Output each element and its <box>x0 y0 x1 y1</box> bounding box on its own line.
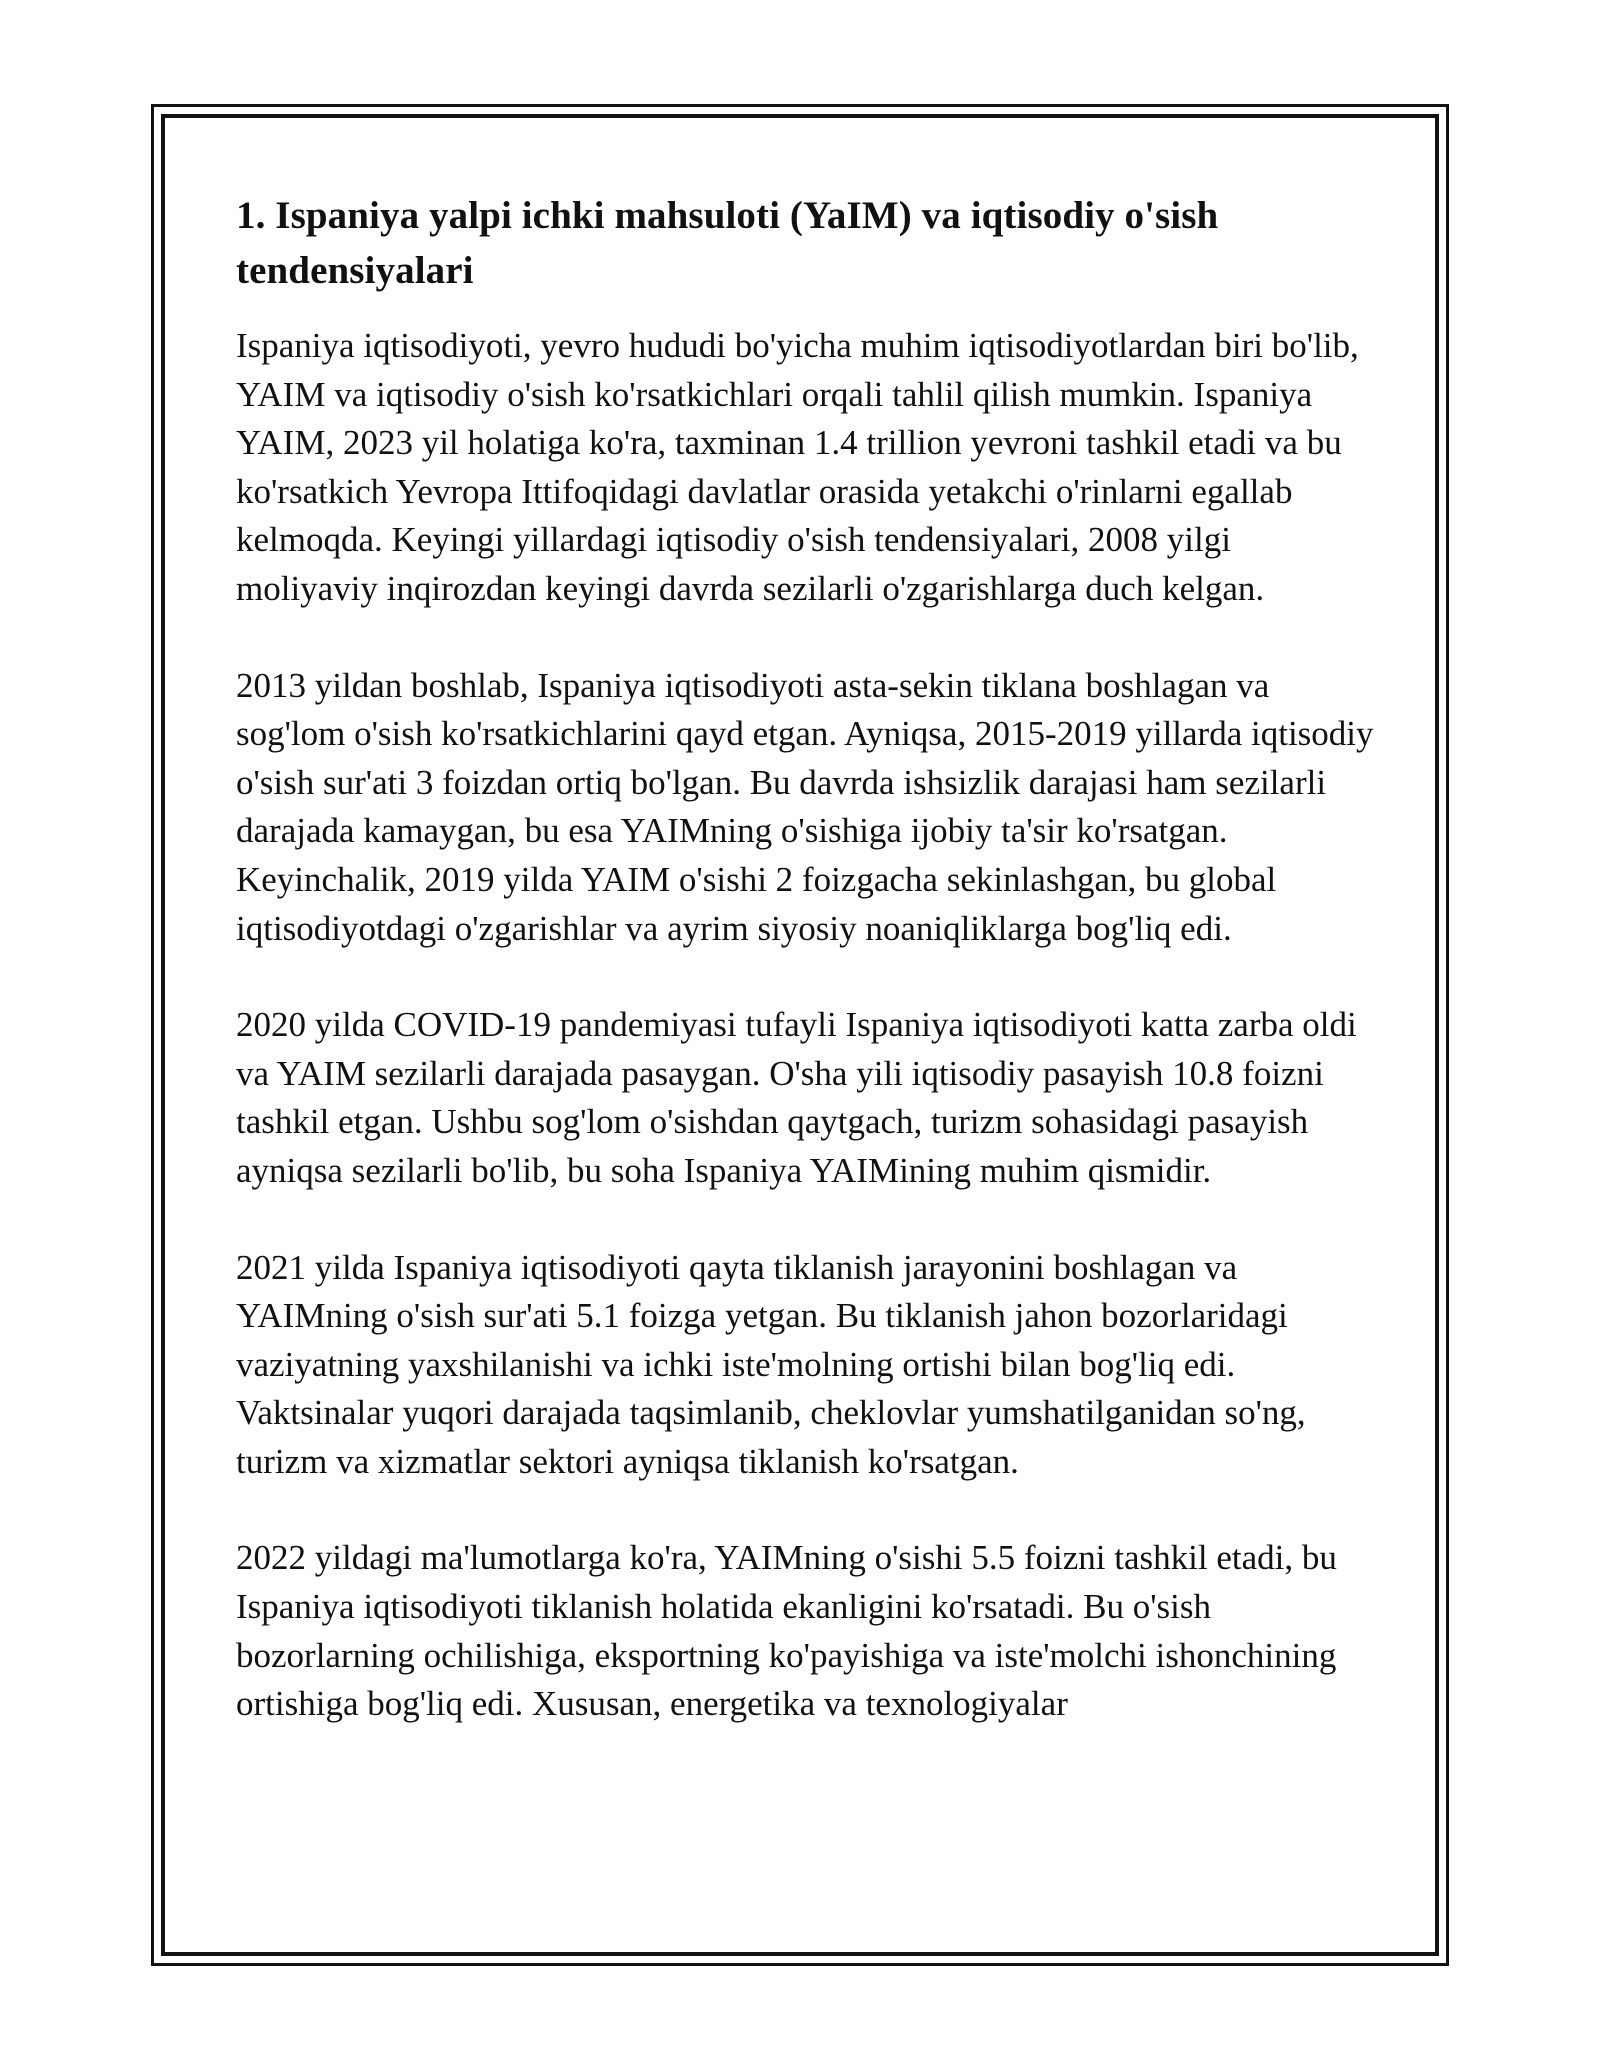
paragraph-growth-2022: 2022 yildagi ma'lumotlarga ko'ra, YAIMning o'sishi 5.5 foizni tashkil etadi, bu Ispaniya iqtisodiyoti tiklanish holatida ekanligini ko'rsatadi. Bu o'sish bozorlarning ochilishiga, eksportning ko'payishiga va iste'molchi ishonchining ortishiga bog'liq edi. Xususan, energetika va texnologiyalar <box>236 1538 1337 1724</box>
section-heading: 1. Ispaniya yalpi ichki mahsuloti (YaIM) va iqtisodiy o'sish tendensiyalari <box>236 194 1219 292</box>
document-content <box>236 188 1376 1777</box>
paragraph-recovery-2021: 2021 yilda Ispaniya iqtisodiyoti qayta tiklanish jarayonini boshlagan va YAIMning o'sish sur'ati 5.1 foizga yetgan. Bu tiklanish jahon bozorlaridagi vaziyatning yaxshilanishi va ichki iste'molning ortishi bilan bog'liq edi. Vaktsinalar yuqori darajada taqsimlanib, cheklovlar yumshatilganidan so'ng, turizm va xizmatlar sektori ayniqsa tiklanish ko'rsatgan. <box>236 1247 1306 1481</box>
paragraph-covid-2020: 2020 yilda COVID-19 pandemiyasi tufayli Ispaniya iqtisodiyoti katta zarba oldi va YAIM sezilarli darajada pasaygan. O'sha yili iqtisodiy pasayish 10.8 foizni tashkil etgan. Ushbu sog'lom o'sishdan qaytgach, turizm sohasidagi pasayish ayniqsa sezilarli bo'lib, bu soha Ispaniya YAIMining muhim qismidir. <box>236 1005 1357 1190</box>
paragraph-intro: Ispaniya iqtisodiyoti, yevro hududi bo'yicha muhim iqtisodiyotlardan biri bo'lib, YAIM va iqtisodiy o'sish ko'rsatkichlari orqali tahlil qilish mumkin. Ispaniya YAIM, 2023 yil holatiga ko'ra, taxminan 1.4 trillion yevroni tashkil etadi va bu ko'rsatkich Yevropa Ittifoqidagi davlatlar orasida yetakchi o'rinlarni egallab kelmoqda. Keyingi yillardagi iqtisodiy o'sish tendensiyalari, 2008 yilgi moliyaviy inqirozdan keyingi davrda sezilarli o'zgarishlarga duch kelgan. <box>236 326 1359 608</box>
paragraph-recovery-2013: 2013 yildan boshlab, Ispaniya iqtisodiyoti asta-sekin tiklana boshlagan va sog'lom o'sish ko'rsatkichlarini qayd etgan. Ayniqsa, 2015-2019 yillarda iqtisodiy o'sish sur'ati 3 foizdan ortiq bo'lgan. Bu davrda ishsizlik darajasi ham sezilarli darajada kamaygan, bu esa YAIMning o'sishiga ijobiy ta'sir ko'rsatgan. Keyinchalik, 2019 yilda YAIM o'sishi 2 foizgacha sekinlashgan, bu global iqtisodiyotdagi o'zgarishlar va ayrim siyosiy noaniqliklarga bog'liq edi. <box>236 665 1374 948</box>
